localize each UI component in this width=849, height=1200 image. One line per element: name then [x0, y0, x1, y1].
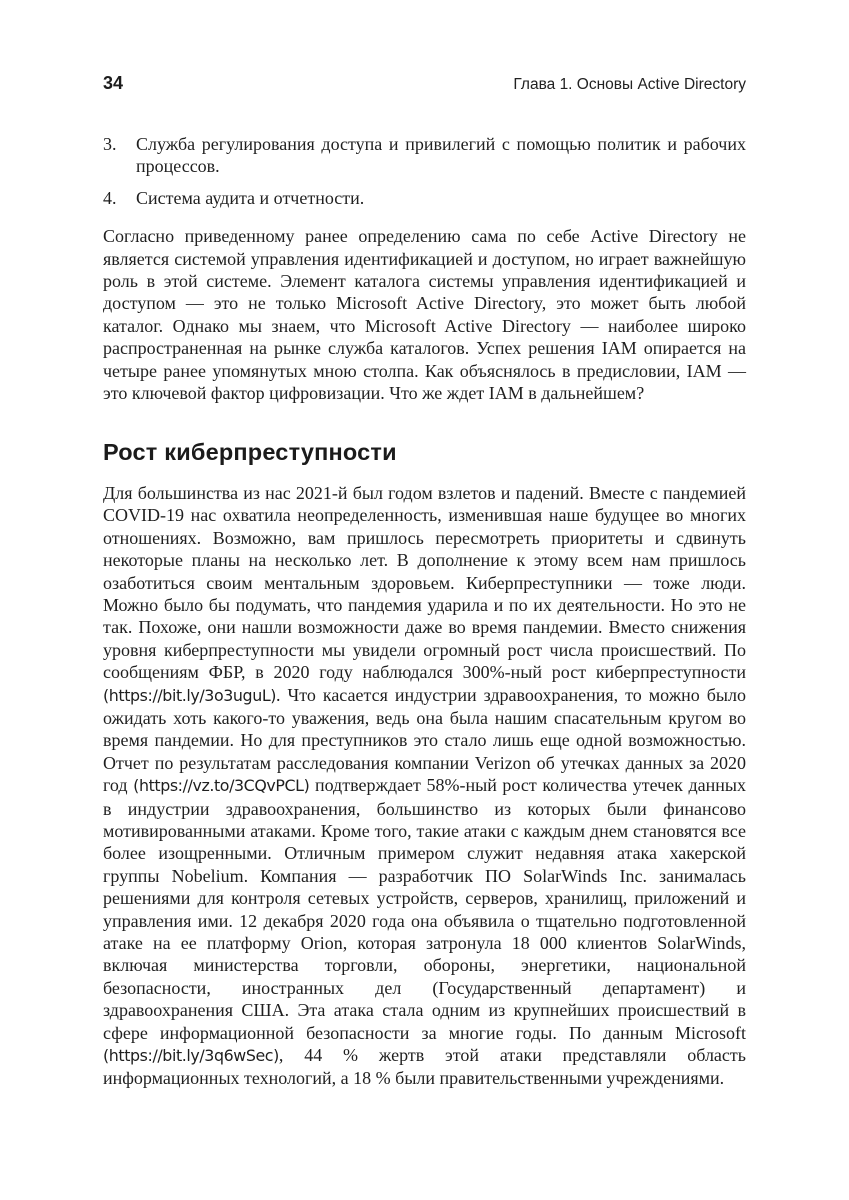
intro-paragraph: Согласно приведенному ранее определению сама по себе Active Directory не является системой управления идентификацией и доступом, но играет важнейшую роль в этой системе. Элемент каталога системы управления идентификацией и доступом — это не только Microsoft Active Directory, это может быть любой каталог. Однако мы знаем, что Microsoft Active Directory — наиболее широко распространенная на рынке служба каталогов. Успех решения IAM опирается на четыре ранее упомянутых мною столпа. Как объяснялось в предисловии, IAM — это ключевой фактор цифровизации. Что же ждет IAM в дальнейшем? [103, 226, 746, 404]
list-item [103, 187, 746, 209]
running-head [103, 73, 746, 94]
text-segment: подтверждает 58%-ный рост количества утечек данных в индустрии здравоохранения, большинство из которых были финансово мотивированными атаками. Кроме того, такие атаки с каждым днем становятся все более изощренными. Отличным примером служит недавняя атака хакерской группы Nobelium. Компания — разработчик ПО SolarWinds Inc. занималась решениями для контроля сетевых устройств, серверов, хранилищ, приложений и управления ими. 12 декабря 2020 года она объявила о тщательно подготовленной атаке на ее платформу Orion, которая затронула 18 000 клиентов SolarWinds, включая министерства торговли, обороны, энергетики, национальной безопасности, иностранных дел (Государственный департамент) и здравоохранения США. Эта атака стала одним из крупнейших происшествий в сфере информационной безопасности за многие годы. По данным Microsoft [103, 775, 747, 1043]
numbered-list [103, 133, 746, 209]
inline-url: (https://bit.ly/3q6wSec) [103, 1046, 279, 1066]
page-body [103, 133, 746, 1090]
list-item-text: Система аудита и отчетности. [136, 187, 365, 208]
section-paragraph [103, 482, 746, 1090]
text-segment: . Что касается индустрии здравоохранения, то можно было ожидать хоть какого-то уважения, ведь она была нашим спасательным кругом во время пандемии. Но для преступников это стало лишь еще одной возможностью. Отчет по результатам расследования компании Verizon об утечках данных за 2020 год [103, 684, 746, 796]
text-segment: , 44 % жертв этой атаки представляли область информационных технологий, а 18 % были правительственными учреждениями. [103, 1045, 746, 1089]
inline-url: (https://vz.to/3CQvPCL) [133, 776, 310, 796]
list-item-text: Служба регулирования доступа и привилегий с помощью политик и рабочих процессов. [136, 134, 746, 177]
page-number: 34 [103, 73, 124, 93]
inline-url: (https://bit.ly/3o3uguL) [103, 685, 277, 705]
text-segment: Для большинства из нас 2021-й был годом взлетов и падений. Вместе с пандемией COVID-19 нас охватила неопределенность, изменившая наше будущее во многих отношениях. Возможно, вам пришлось пересмотреть приоритеты и сдвинуть некоторые планы на несколько лет. В дополнение к этому всем нам пришлось озаботиться своим ментальным здоровьем. Киберпреступники — тоже люди. Можно было бы подумать, что пандемия ударила и по их деятельности. Но это не так. Похоже, они нашли возможности даже во время пандемии. Вместо снижения уровня киберпреступности мы увидели огромный рост числа происшествий. По сообщениям ФБР, в 2020 году наблюдался 300%-ный рост киберпреступности [103, 482, 746, 683]
list-item-number: 3. [103, 134, 117, 154]
list-item-number: 4. [103, 187, 117, 208]
chapter-title: Глава 1. Основы Active Directory [513, 76, 746, 93]
section-heading: Рост киберпреступности [103, 439, 397, 466]
list-item [103, 133, 746, 178]
